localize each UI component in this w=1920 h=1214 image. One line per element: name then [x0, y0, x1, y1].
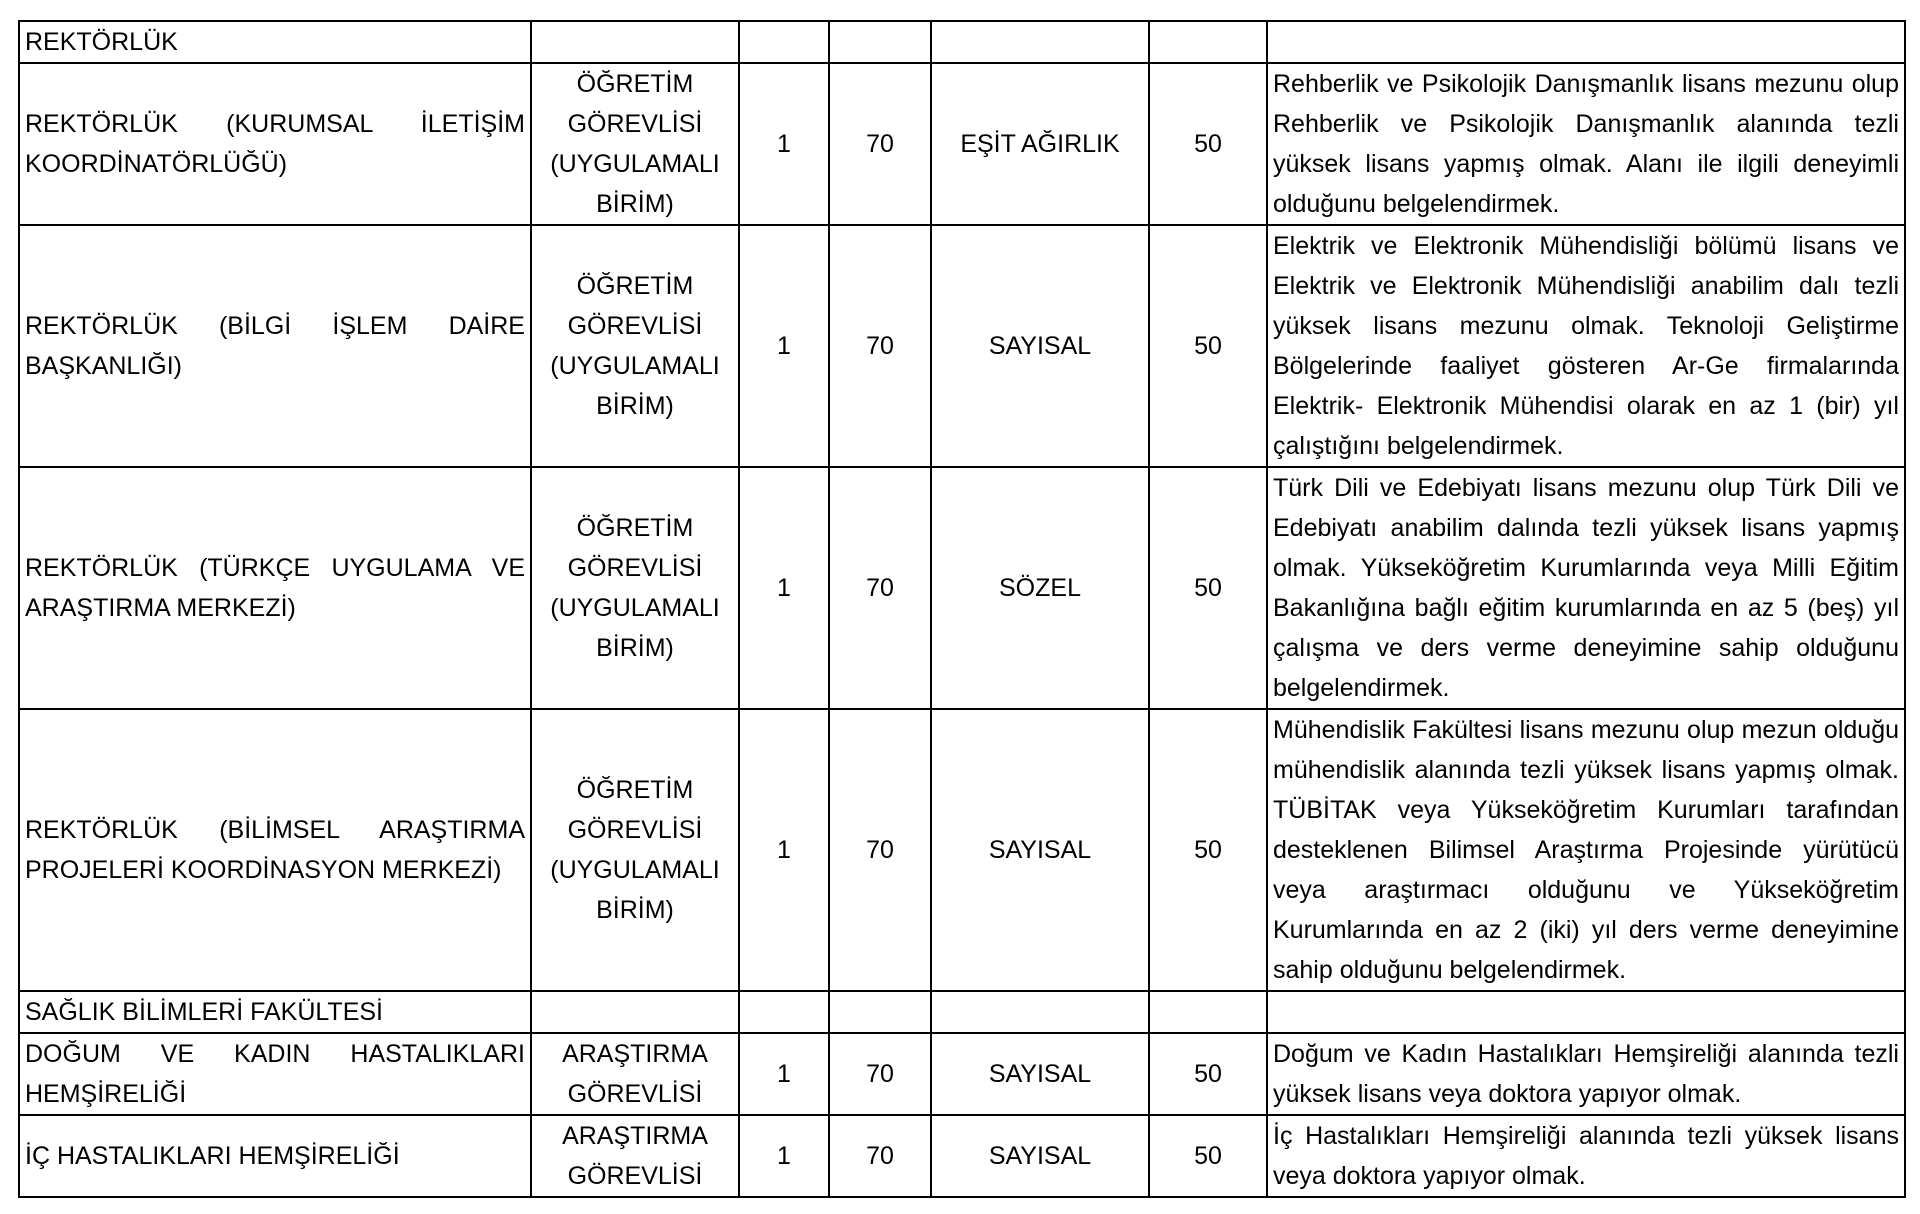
- empty-cell: [1267, 991, 1905, 1033]
- score-type-cell: SAYISAL: [931, 225, 1149, 467]
- empty-cell: [1267, 21, 1905, 63]
- count-cell: 1: [739, 709, 829, 991]
- position-cell: ARAŞTIRMA GÖREVLİSİ: [531, 1033, 739, 1115]
- empty-cell: [829, 21, 931, 63]
- section-header-row: [19, 991, 1905, 1033]
- language-cell: 50: [1149, 1115, 1267, 1197]
- empty-cell: [1149, 991, 1267, 1033]
- section-title: REKTÖRLÜK: [19, 21, 531, 63]
- empty-cell: [739, 21, 829, 63]
- count-cell: 1: [739, 63, 829, 225]
- section-title: SAĞLIK BİLİMLERİ FAKÜLTESİ: [19, 991, 531, 1033]
- requirements-cell: İç Hastalıkları Hemşireliği alanında tezli yüksek lisans veya doktora yapıyor olmak.: [1267, 1115, 1905, 1197]
- score-type-cell: SAYISAL: [931, 1115, 1149, 1197]
- table-row: [19, 225, 1905, 467]
- table-row: [19, 63, 1905, 225]
- language-cell: 50: [1149, 1033, 1267, 1115]
- score-type-cell: EŞİT AĞIRLIK: [931, 63, 1149, 225]
- position-cell: ÖĞRETİM GÖREVLİSİ (UYGULAMALI BİRİM): [531, 225, 739, 467]
- ales-cell: 70: [829, 63, 931, 225]
- positions-table: [18, 20, 1906, 1198]
- section-header-row: [19, 21, 1905, 63]
- empty-cell: [739, 991, 829, 1033]
- language-cell: 50: [1149, 63, 1267, 225]
- unit-cell: REKTÖRLÜK (TÜRKÇE UYGULAMA VE ARAŞTIRMA MERKEZİ): [19, 467, 531, 709]
- ales-cell: 70: [829, 467, 931, 709]
- score-type-cell: SAYISAL: [931, 709, 1149, 991]
- requirements-cell: Türk Dili ve Edebiyatı lisans mezunu olup Türk Dili ve Edebiyatı anabilim dalında tezli yüksek lisans yapmış olmak. Yükseköğretim Kurumlarında veya Milli Eğitim Bakanlığına bağlı eğitim kurumlarında en az 5 (beş) yıl çalışma ve ders verme deneyimine sahip olduğunu belgelendirmek.: [1267, 467, 1905, 709]
- requirements-cell: Doğum ve Kadın Hastalıkları Hemşireliği alanında tezli yüksek lisans veya doktora yapıyor olmak.: [1267, 1033, 1905, 1115]
- empty-cell: [531, 991, 739, 1033]
- table-row: [19, 467, 1905, 709]
- table-row: [19, 709, 1905, 991]
- score-type-cell: SAYISAL: [931, 1033, 1149, 1115]
- count-cell: 1: [739, 1115, 829, 1197]
- position-cell: ÖĞRETİM GÖREVLİSİ (UYGULAMALI BİRİM): [531, 63, 739, 225]
- position-cell: ÖĞRETİM GÖREVLİSİ (UYGULAMALI BİRİM): [531, 709, 739, 991]
- table-row: [19, 1033, 1905, 1115]
- unit-cell: REKTÖRLÜK (KURUMSAL İLETİŞİM KOORDİNATÖRLÜĞÜ): [19, 63, 531, 225]
- position-cell: ARAŞTIRMA GÖREVLİSİ: [531, 1115, 739, 1197]
- table-row: [19, 1115, 1905, 1197]
- ales-cell: 70: [829, 1033, 931, 1115]
- unit-cell: REKTÖRLÜK (BİLİMSEL ARAŞTIRMA PROJELERİ KOORDİNASYON MERKEZİ): [19, 709, 531, 991]
- unit-cell: REKTÖRLÜK (BİLGİ İŞLEM DAİRE BAŞKANLIĞI): [19, 225, 531, 467]
- language-cell: 50: [1149, 225, 1267, 467]
- requirements-cell: Mühendislik Fakültesi lisans mezunu olup mezun olduğu mühendislik alanında tezli yüksek lisans yapmış olmak. TÜBİTAK veya Yükseköğretim Kurumları tarafından desteklenen Bilimsel Araştırma Projesinde yürütücü veya araştırmacı olduğunu ve Yükseköğretim Kurumlarında en az 2 (iki) yıl ders verme deneyimine sahip olduğunu belgelendirmek.: [1267, 709, 1905, 991]
- empty-cell: [931, 21, 1149, 63]
- requirements-cell: Elektrik ve Elektronik Mühendisliği bölümü lisans ve Elektrik ve Elektronik Mühendisliği anabilim dalı tezli yüksek lisans mezunu olmak. Teknoloji Geliştirme Bölgelerinde faaliyet gösteren Ar-Ge firmalarında Elektrik- Elektronik Mühendisi olarak en az 1 (bir) yıl çalıştığını belgelendirmek.: [1267, 225, 1905, 467]
- empty-cell: [829, 991, 931, 1033]
- requirements-cell: Rehberlik ve Psikolojik Danışmanlık lisans mezunu olup Rehberlik ve Psikolojik Danışmanlık alanında tezli yüksek lisans yapmış olmak. Alanı ile ilgili deneyimli olduğunu belgelendirmek.: [1267, 63, 1905, 225]
- unit-cell: DOĞUM VE KADIN HASTALIKLARI HEMŞİRELİĞİ: [19, 1033, 531, 1115]
- empty-cell: [931, 991, 1149, 1033]
- language-cell: 50: [1149, 467, 1267, 709]
- score-type-cell: SÖZEL: [931, 467, 1149, 709]
- unit-cell: İÇ HASTALIKLARI HEMŞİRELİĞİ: [19, 1115, 531, 1197]
- count-cell: 1: [739, 225, 829, 467]
- ales-cell: 70: [829, 225, 931, 467]
- language-cell: 50: [1149, 709, 1267, 991]
- count-cell: 1: [739, 467, 829, 709]
- count-cell: 1: [739, 1033, 829, 1115]
- position-cell: ÖĞRETİM GÖREVLİSİ (UYGULAMALI BİRİM): [531, 467, 739, 709]
- empty-cell: [1149, 21, 1267, 63]
- empty-cell: [531, 21, 739, 63]
- ales-cell: 70: [829, 1115, 931, 1197]
- ales-cell: 70: [829, 709, 931, 991]
